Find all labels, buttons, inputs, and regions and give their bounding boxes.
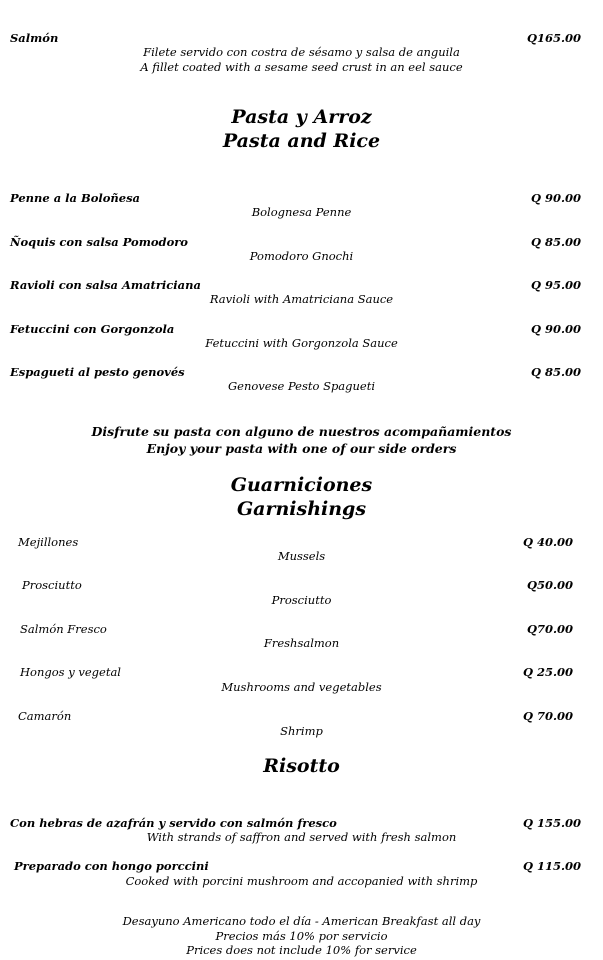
garnish-item-name: Mejillones — [18, 535, 79, 549]
garnish-item-price: Q 70.00 — [522, 709, 573, 723]
risotto-item-name: Con hebras de azafrán y servido con salmón fresco — [10, 816, 337, 830]
garnish-item-price: Q70.00 — [526, 622, 573, 636]
risotto-item-desc: With strands of saffron and served with fresh salmon — [146, 830, 457, 844]
garnish-item-desc: Mushrooms and vegetables — [221, 680, 382, 694]
garnish-item-name: Hongos y vegetal — [20, 665, 121, 679]
pasta-item-price: Q 85.00 — [530, 235, 581, 249]
pasta-item-desc: Bolognesa Penne — [251, 205, 352, 219]
pasta-item-name: Fetuccini con Gorgonzola — [10, 322, 175, 336]
garnish-item-name: Camarón — [18, 709, 72, 723]
pasta-item-name: Espagueti al pesto genovés — [10, 365, 185, 379]
pasta-item-name: Ñoquis con salsa Pomodoro — [10, 235, 188, 249]
pasta-item-desc: Fetuccini with Gorgonzola Sauce — [205, 336, 398, 350]
pasta-item-desc: Ravioli with Amatriciana Sauce — [209, 292, 394, 306]
section-heading-pasta-es: Pasta y Arroz — [231, 106, 372, 128]
section-heading-garnish-es: Guarniciones — [230, 474, 373, 496]
item-price-salmon: Q165.00 — [526, 31, 581, 45]
garnish-item-price: Q 25.00 — [522, 665, 573, 679]
garnish-item-name: Salmón Fresco — [20, 622, 107, 636]
pasta-item-price: Q 90.00 — [530, 191, 581, 205]
pasta-item-name: Ravioli con salsa Amatriciana — [10, 278, 201, 292]
garnish-item-price: Q50.00 — [526, 578, 573, 592]
garnish-item-desc: Prosciutto — [271, 593, 332, 607]
risotto-item-price: Q 115.00 — [522, 859, 581, 873]
pasta-item-desc: Pomodoro Gnochi — [249, 249, 354, 263]
pasta-item-price: Q 90.00 — [530, 322, 581, 336]
garnish-item-desc: Mussels — [277, 549, 326, 563]
garnish-item-name: Prosciutto — [22, 578, 82, 592]
risotto-item-price: Q 155.00 — [522, 816, 581, 830]
footer-breakfast-note: Desayuno Americano todo el día - American Breakfast all day — [122, 914, 481, 928]
item-name-salmon: Salmón — [10, 31, 59, 45]
risotto-item-desc: Cooked with porcini mushroom and accopanied with shrimp — [125, 874, 478, 888]
pasta-item-price: Q 85.00 — [530, 365, 581, 379]
item-desc-salmon-es: Filete servido con costra de sésamo y salsa de anguila — [143, 45, 460, 59]
pasta-item-price: Q 95.00 — [530, 278, 581, 292]
pasta-tagline-en: Enjoy your pasta with one of our side orders — [146, 441, 457, 456]
garnish-item-desc: Freshsalmon — [263, 636, 340, 650]
pasta-item-name: Penne a la Boloñesa — [10, 191, 141, 205]
footer-service-note-es: Precios más 10% por servicio — [215, 929, 388, 943]
risotto-item-name: Preparado con hongo porccini — [14, 859, 209, 873]
footer-service-note-en: Prices does not include 10% for service — [186, 943, 417, 957]
section-heading-garnish-en: Garnishings — [236, 498, 367, 520]
garnish-item-desc: Shrimp — [280, 724, 323, 738]
section-heading-pasta-en: Pasta and Rice — [222, 130, 381, 152]
section-heading-risotto: Risotto — [263, 755, 340, 777]
pasta-item-desc: Genovese Pesto Spagueti — [227, 379, 376, 393]
garnish-item-price: Q 40.00 — [522, 535, 573, 549]
item-desc-salmon-en: A fillet coated with a sesame seed crust in an eel sauce — [140, 60, 463, 74]
pasta-tagline-es: Disfrute su pasta con alguno de nuestros acompañamientos — [91, 424, 512, 439]
